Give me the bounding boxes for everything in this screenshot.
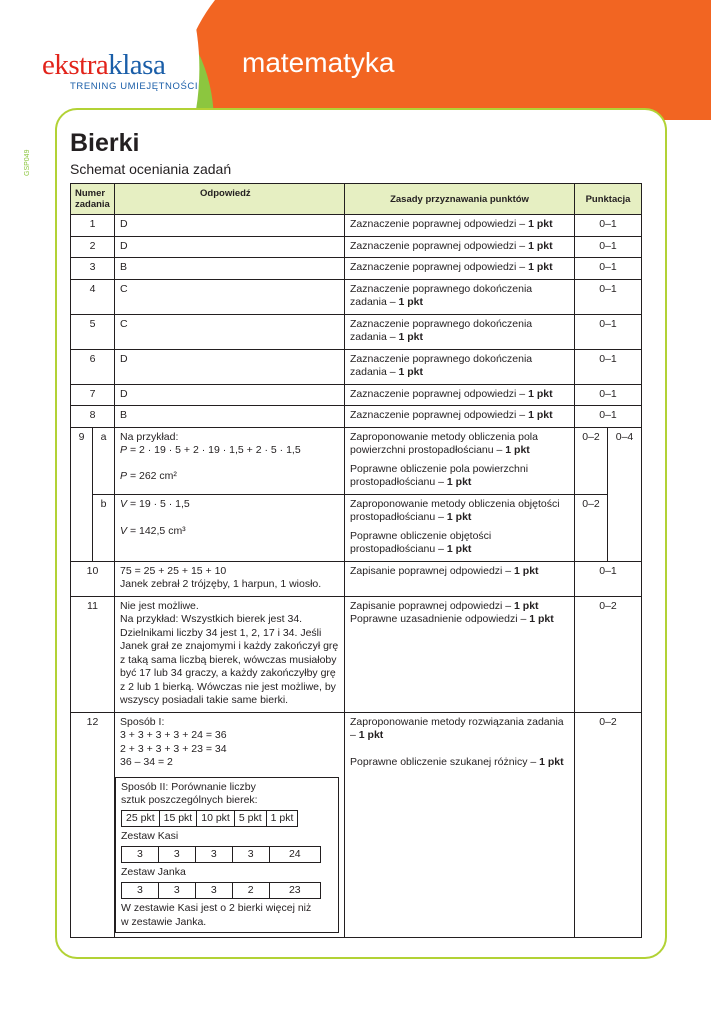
table-header-row	[71, 184, 642, 215]
table-row: 1 D Zaznaczenie poprawnej odpowiedzi – 1 pkt 0–1	[71, 215, 642, 237]
grading-table	[70, 183, 642, 938]
logo-tagline: TRENING UMIEJĘTNOŚCI	[70, 81, 199, 92]
points-header-table: 25 pkt 15 pkt 10 pkt 5 pkt 1 pkt	[121, 810, 298, 828]
table-row: 5 C Zaznaczenie poprawnego dokończenia zadania – 1 pkt 0–1	[71, 314, 642, 349]
document-code: GSP049	[24, 149, 31, 176]
page-title: Bierki	[70, 129, 140, 157]
table-row: 7 D Zaznaczenie poprawnej odpowiedzi – 1 pkt 0–1	[71, 384, 642, 406]
table-row: 2 D Zaznaczenie poprawnej odpowiedzi – 1 pkt 0–1	[71, 236, 642, 258]
table-row-task10: 10 75 = 25 + 25 + 15 + 10 Janek zebrał 2 trójzęby, 1 harpun, 1 wiosło. Zapisanie poprawnej odpowiedzi – 1 pkt 0–1	[71, 561, 642, 596]
table-row: 6 D Zaznaczenie poprawnego dokończenia zadania – 1 pkt 0–1	[71, 349, 642, 384]
table-row-task9a: 9 a Na przykład: P = 2 · 19 · 5 + 2 · 19 · 1,5 + 2 · 5 · 1,5 P = 262 cm² Zaproponowanie metody obliczenia pola powierzchni prostopadłościanu – 1 pkt Poprawne obliczenie pola powierzchni prostopadłościanu – 1 pkt 0–2 0–4	[71, 427, 642, 494]
table-row: 8 B Zaznaczenie poprawnej odpowiedzi – 1 pkt 0–1	[71, 406, 642, 428]
header-number: Numer zadania	[71, 184, 115, 215]
method-two-box: Sposób II: Porównanie liczby sztuk poszczególnych bierek: 25 pkt 15 pkt 10 pkt 5 pkt 1 pkt Zestaw Kasi 3 3 3 3 24 Zestaw Janka 3 3 3 2 23 W zestawie Kasi jest o 2 bierki więcej niż w zestawie Janka.	[115, 777, 339, 934]
table-row-task11: 11 Nie jest możliwe. Na przykład: Wszystkich bierek jest 34. Dzielnikami liczby 34 jest 1, 2, 17 i 34. Jeśli Janek grał ze znajomymi i każdy zakończył grę z taką sama liczbą bierek, wówczas musiałoby być 17 lub 34 graczy, a każdy zakończyłby grę z 2 lub 1 bierką. Wówczas nie jest możliwe, by wszyscy posiadali takie same bierki. Zapisanie poprawnej odpowiedzi – 1 pkt Poprawne uzasadnienie odpowiedzi – 1 pkt 0–2	[71, 596, 642, 712]
table-row: 4 C Zaznaczenie poprawnego dokończenia zadania – 1 pkt 0–1	[71, 279, 642, 314]
brand-logo: ekstraklasa TRENING UMIEJĘTNOŚCI	[42, 49, 199, 92]
page-subtitle: Schemat oceniania zadań	[70, 161, 232, 177]
table-row-task12: 12 Sposób I: 3 + 3 + 3 + 3 + 24 = 36 2 + 3 + 3 + 3 + 23 = 34 36 – 34 = 2 Sposób II: Porównanie liczby sztuk poszczególnych bierek: 25 pkt 15 pkt 10 pkt 5 pkt 1 pkt Zestaw Kasi 3 3 3 3 24 Zestaw Janka 3 3 3 2 23 W zestawie Kasi jest o 2 bierki więcej niż w zestawie Janka. Zaproponowanie metody rozwiązania zadania – 1 pkt Poprawne obliczenie szukanej różnicy – 1 pkt 0–2	[71, 712, 642, 938]
header-answer: Odpowiedź	[115, 184, 345, 215]
table-row-task9b: b V = 19 · 5 · 1,5 V = 142,5 cm³ Zaproponowanie metody obliczenia objętości prostopadłościanu – 1 pkt Poprawne obliczenie objętości prostopadłościanu – 1 pkt 0–2	[71, 494, 642, 561]
janek-set-table: 3 3 3 2 23	[121, 882, 321, 900]
kasia-set-table: 3 3 3 3 24	[121, 846, 321, 864]
header-rules: Zasady przyznawania punktów	[345, 184, 575, 215]
table-row: 3 B Zaznaczenie poprawnej odpowiedzi – 1 pkt 0–1	[71, 258, 642, 280]
header-points: Punktacja	[575, 184, 642, 215]
subject-title: matematyka	[242, 47, 395, 78]
